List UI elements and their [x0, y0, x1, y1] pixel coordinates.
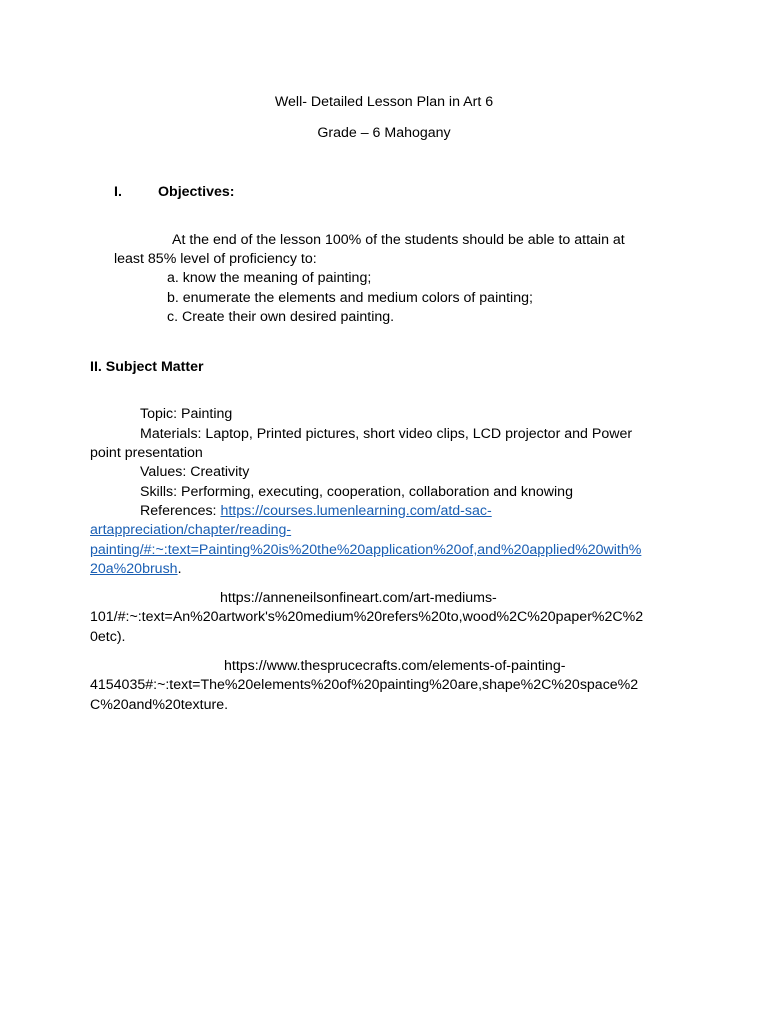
objectives-intro-line2: least 85% level of proficiency to:	[114, 251, 317, 267]
reference-1-period: .	[177, 561, 182, 577]
grade-section: Grade – 6 Mahogany	[317, 125, 451, 141]
materials-line1: Materials: Laptop, Printed pictures, short video clips, LCD projector and Power	[140, 426, 633, 442]
materials-line2: point presentation	[90, 445, 203, 461]
objective-item-c: c. Create their own desired painting.	[167, 309, 395, 325]
reference-2-line1: https://anneneilsonfineart.com/art-mediums-	[220, 590, 497, 606]
objectives-number: I.	[114, 184, 122, 200]
objective-item-b: b. enumerate the elements and medium colors of painting;	[167, 290, 533, 306]
skills-line: Skills: Performing, executing, cooperation, collaboration and knowing	[140, 484, 573, 500]
reference-link-1-cont[interactable]: 20a%20brush	[90, 561, 178, 577]
objectives-intro-line1: At the end of the lesson 100% of the students should be able to attain at	[172, 232, 625, 248]
reference-2-line2: 101/#:~:text=An%20artwork's%20medium%20refers%20to,wood%2C%20paper%2C%2	[90, 609, 644, 625]
objectives-heading: Objectives:	[158, 184, 235, 200]
reference-3-line1: https://www.thesprucecrafts.com/elements-of-painting-	[224, 658, 566, 674]
reference-1-line3	[90, 541, 641, 560]
reference-link-1-cont[interactable]: artappreciation/chapter/reading-	[90, 522, 292, 538]
reference-link-1-cont[interactable]: painting/#:~:text=Painting%20is%20the%20application%20of,and%20applied%20with%	[90, 542, 642, 558]
references-label: References:	[140, 503, 221, 519]
reference-3-line2: 4154035#:~:text=The%20elements%20of%20painting%20are,shape%2C%20space%2	[90, 677, 639, 693]
lesson-title: Well- Detailed Lesson Plan in Art 6	[274, 94, 494, 110]
reference-2-line3: 0etc).	[90, 629, 126, 645]
reference-1-line4	[90, 560, 182, 579]
values-line: Values: Creativity	[140, 464, 250, 480]
topic-line: Topic: Painting	[140, 406, 233, 422]
subject-matter-heading: II. Subject Matter	[90, 359, 204, 375]
reference-1-line2	[90, 521, 291, 540]
references-line	[140, 502, 492, 521]
reference-3-line3: C%20and%20texture.	[90, 697, 229, 713]
reference-link-1[interactable]: https://courses.lumenlearning.com/atd-sac-	[220, 503, 492, 519]
objective-item-a: a. know the meaning of painting;	[167, 270, 372, 286]
